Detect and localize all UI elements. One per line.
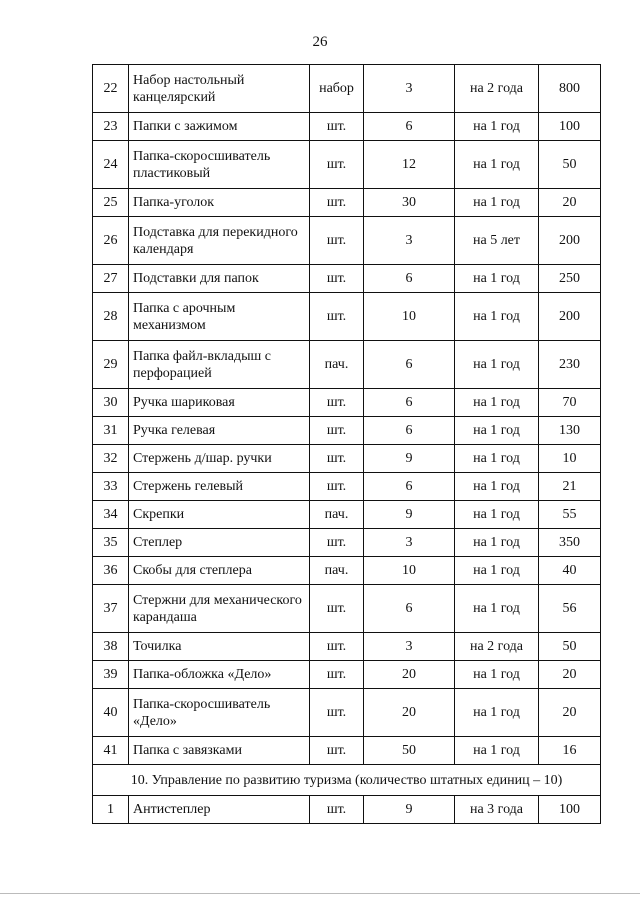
item-unit: шт. xyxy=(310,661,364,689)
item-unit: шт. xyxy=(310,189,364,217)
table-row xyxy=(93,265,601,293)
item-quantity: 50 xyxy=(364,737,455,765)
table-row xyxy=(93,529,601,557)
item-price: 130 xyxy=(539,417,601,445)
item-term: на 1 год xyxy=(455,417,539,445)
table-row xyxy=(93,737,601,765)
item-price: 56 xyxy=(539,585,601,633)
item-quantity: 9 xyxy=(364,445,455,473)
item-quantity: 6 xyxy=(364,473,455,501)
section-title: 10. Управление по развитию туризма (количество штатных единиц – 10) xyxy=(93,765,601,796)
table-row xyxy=(93,113,601,141)
item-term: на 1 год xyxy=(455,189,539,217)
item-price: 10 xyxy=(539,445,601,473)
item-price: 55 xyxy=(539,501,601,529)
table-row xyxy=(93,689,601,737)
row-number: 29 xyxy=(93,341,129,389)
item-term: на 1 год xyxy=(455,389,539,417)
item-name: Антистеплер xyxy=(129,796,310,824)
item-term: на 1 год xyxy=(455,141,539,189)
row-number: 22 xyxy=(93,65,129,113)
item-name: Папка-уголок xyxy=(129,189,310,217)
item-quantity: 10 xyxy=(364,557,455,585)
item-term: на 1 год xyxy=(455,585,539,633)
item-quantity: 6 xyxy=(364,417,455,445)
item-quantity: 6 xyxy=(364,389,455,417)
item-name: Точилка xyxy=(129,633,310,661)
item-unit: шт. xyxy=(310,417,364,445)
item-unit: шт. xyxy=(310,141,364,189)
item-quantity: 6 xyxy=(364,265,455,293)
item-term: на 2 года xyxy=(455,633,539,661)
item-name: Ручка гелевая xyxy=(129,417,310,445)
table-row xyxy=(93,501,601,529)
item-term: на 5 лет xyxy=(455,217,539,265)
page-bottom-rule xyxy=(0,893,640,894)
item-price: 16 xyxy=(539,737,601,765)
item-name: Папка файл-вкладыш с перфорацией xyxy=(129,341,310,389)
table-row xyxy=(93,445,601,473)
item-price: 200 xyxy=(539,293,601,341)
item-name: Скрепки xyxy=(129,501,310,529)
item-price: 70 xyxy=(539,389,601,417)
table-row xyxy=(93,293,601,341)
item-term: на 1 год xyxy=(455,265,539,293)
row-number: 26 xyxy=(93,217,129,265)
table-row xyxy=(93,796,601,824)
row-number: 30 xyxy=(93,389,129,417)
item-term: на 1 год xyxy=(455,529,539,557)
item-name: Папка с арочным механизмом xyxy=(129,293,310,341)
item-term: на 2 года xyxy=(455,65,539,113)
item-quantity: 12 xyxy=(364,141,455,189)
item-name: Папка с завязками xyxy=(129,737,310,765)
row-number: 28 xyxy=(93,293,129,341)
item-unit: шт. xyxy=(310,473,364,501)
item-quantity: 10 xyxy=(364,293,455,341)
table-row xyxy=(93,389,601,417)
item-unit: шт. xyxy=(310,585,364,633)
row-number: 38 xyxy=(93,633,129,661)
item-unit: шт. xyxy=(310,445,364,473)
table-row xyxy=(93,557,601,585)
item-quantity: 6 xyxy=(364,585,455,633)
item-unit: шт. xyxy=(310,293,364,341)
row-number: 40 xyxy=(93,689,129,737)
item-unit: шт. xyxy=(310,389,364,417)
item-term: на 1 год xyxy=(455,445,539,473)
item-quantity: 6 xyxy=(364,341,455,389)
row-number: 32 xyxy=(93,445,129,473)
item-quantity: 20 xyxy=(364,661,455,689)
item-term: на 1 год xyxy=(455,737,539,765)
item-unit: набор xyxy=(310,65,364,113)
row-number: 24 xyxy=(93,141,129,189)
table-row xyxy=(93,417,601,445)
row-number: 39 xyxy=(93,661,129,689)
item-unit: шт. xyxy=(310,113,364,141)
item-name: Стержень гелевый xyxy=(129,473,310,501)
item-quantity: 3 xyxy=(364,65,455,113)
row-number: 41 xyxy=(93,737,129,765)
row-number: 37 xyxy=(93,585,129,633)
row-number: 36 xyxy=(93,557,129,585)
item-quantity: 3 xyxy=(364,633,455,661)
row-number: 35 xyxy=(93,529,129,557)
table-body xyxy=(93,65,601,824)
row-number: 1 xyxy=(93,796,129,824)
page-number: 26 xyxy=(312,34,328,50)
item-quantity: 9 xyxy=(364,501,455,529)
table-row xyxy=(93,189,601,217)
table-row xyxy=(93,585,601,633)
item-unit: пач. xyxy=(310,557,364,585)
supplies-table xyxy=(92,64,601,824)
item-name: Скобы для степлера xyxy=(129,557,310,585)
row-number: 34 xyxy=(93,501,129,529)
table-row xyxy=(93,341,601,389)
item-quantity: 30 xyxy=(364,189,455,217)
row-number: 27 xyxy=(93,265,129,293)
table-row xyxy=(93,633,601,661)
item-term: на 1 год xyxy=(455,473,539,501)
item-price: 100 xyxy=(539,796,601,824)
item-unit: шт. xyxy=(310,265,364,293)
table-row xyxy=(93,65,601,113)
item-unit: шт. xyxy=(310,689,364,737)
item-price: 200 xyxy=(539,217,601,265)
item-price: 350 xyxy=(539,529,601,557)
item-name: Папка-скоросшиватель пластиковый xyxy=(129,141,310,189)
item-quantity: 3 xyxy=(364,217,455,265)
item-name: Стержень д/шар. ручки xyxy=(129,445,310,473)
item-price: 20 xyxy=(539,689,601,737)
item-name: Подставка для перекидного календаря xyxy=(129,217,310,265)
item-unit: шт. xyxy=(310,529,364,557)
item-name: Папка-обложка «Дело» xyxy=(129,661,310,689)
item-term: на 1 год xyxy=(455,501,539,529)
item-name: Ручка шариковая xyxy=(129,389,310,417)
table-row xyxy=(93,141,601,189)
item-price: 50 xyxy=(539,633,601,661)
item-term: на 1 год xyxy=(455,557,539,585)
item-price: 800 xyxy=(539,65,601,113)
item-price: 230 xyxy=(539,341,601,389)
row-number: 33 xyxy=(93,473,129,501)
item-quantity: 20 xyxy=(364,689,455,737)
item-term: на 1 год xyxy=(455,113,539,141)
item-price: 20 xyxy=(539,661,601,689)
item-quantity: 3 xyxy=(364,529,455,557)
item-name: Набор настольный канцелярский xyxy=(129,65,310,113)
item-term: на 1 год xyxy=(455,341,539,389)
item-name: Степлер xyxy=(129,529,310,557)
table-row xyxy=(93,661,601,689)
item-term: на 3 года xyxy=(455,796,539,824)
row-number: 31 xyxy=(93,417,129,445)
item-price: 20 xyxy=(539,189,601,217)
item-term: на 1 год xyxy=(455,689,539,737)
item-price: 21 xyxy=(539,473,601,501)
section-header-row xyxy=(93,765,601,796)
item-quantity: 6 xyxy=(364,113,455,141)
item-term: на 1 год xyxy=(455,293,539,341)
item-price: 250 xyxy=(539,265,601,293)
item-price: 50 xyxy=(539,141,601,189)
row-number: 23 xyxy=(93,113,129,141)
item-price: 100 xyxy=(539,113,601,141)
item-unit: шт. xyxy=(310,217,364,265)
item-quantity: 9 xyxy=(364,796,455,824)
table-row xyxy=(93,473,601,501)
item-name: Папки с зажимом xyxy=(129,113,310,141)
item-unit: пач. xyxy=(310,501,364,529)
item-unit: шт. xyxy=(310,633,364,661)
item-unit: шт. xyxy=(310,737,364,765)
row-number: 25 xyxy=(93,189,129,217)
item-unit: шт. xyxy=(310,796,364,824)
item-name: Папка-скоросшиватель «Дело» xyxy=(129,689,310,737)
item-name: Подставки для папок xyxy=(129,265,310,293)
item-term: на 1 год xyxy=(455,661,539,689)
item-unit: пач. xyxy=(310,341,364,389)
item-price: 40 xyxy=(539,557,601,585)
table-row xyxy=(93,217,601,265)
item-name: Стержни для механического карандаша xyxy=(129,585,310,633)
